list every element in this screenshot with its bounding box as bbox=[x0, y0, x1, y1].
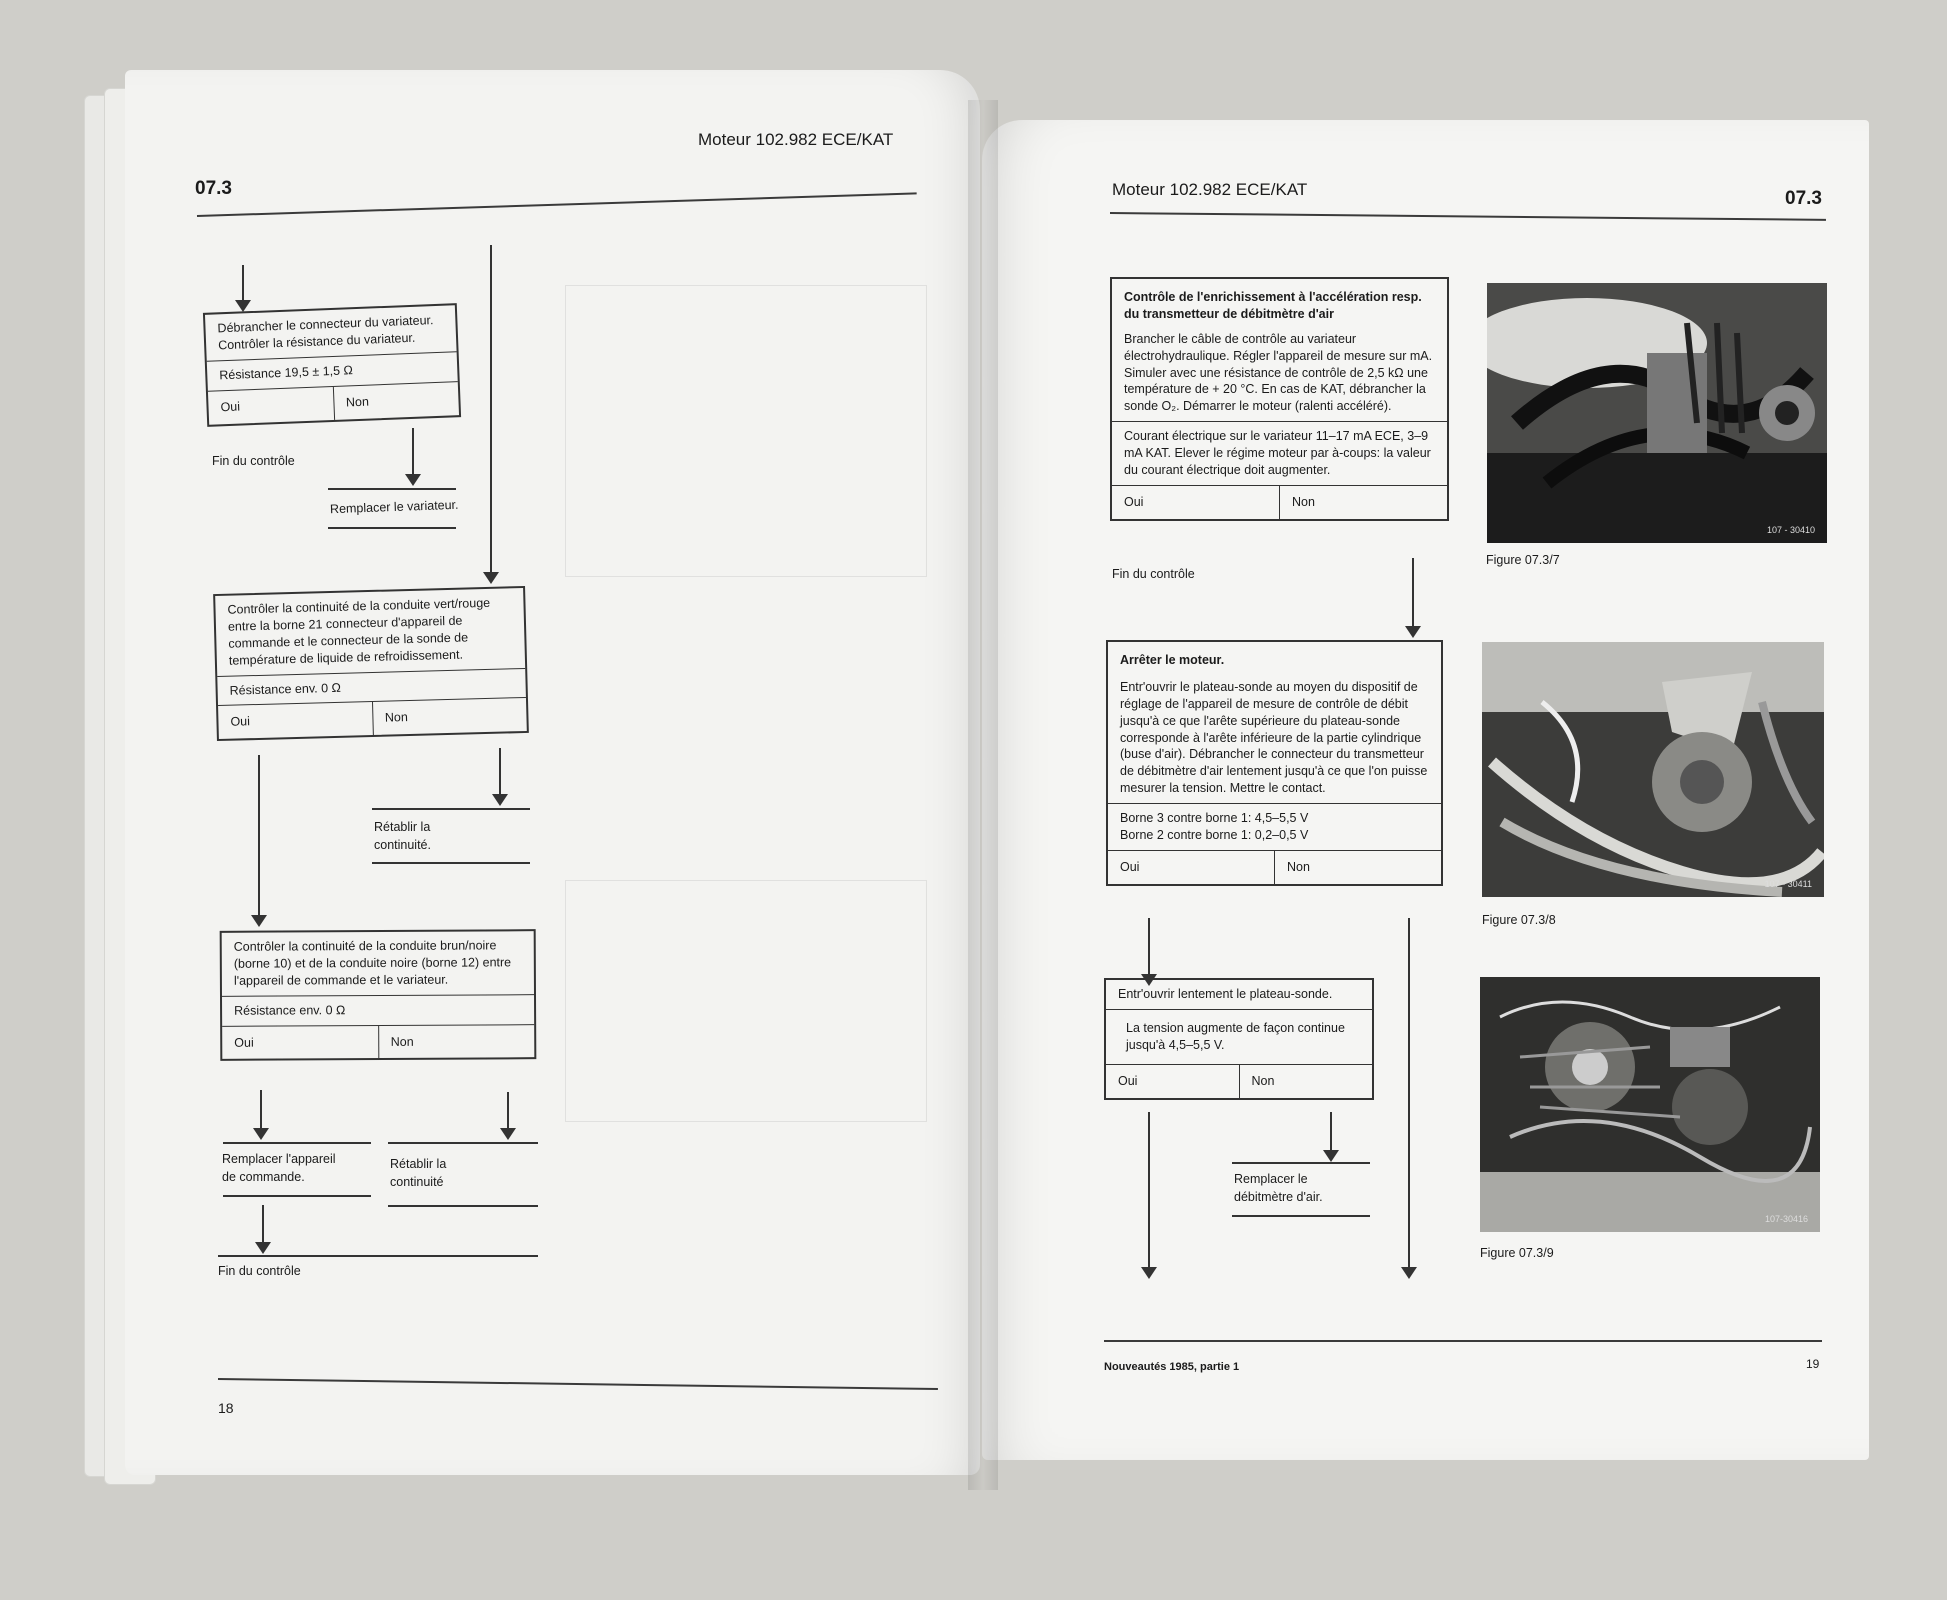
flow-arrow bbox=[1141, 1267, 1157, 1279]
figure-7-code: 107 - 30410 bbox=[1766, 525, 1815, 535]
figure-8-code: 107 - 30411 bbox=[1764, 879, 1812, 889]
flow-line bbox=[490, 245, 492, 575]
right-box2-instruction: Entr'ouvrir le plateau-sonde au moyen du dispositif de réglage de l'appareil de mesure de contrôle de débit jusqu'à ce que l'arête supérieure du plateau-sonde corresponde à l'arête inférieure de la partie cylindrique (buse d'air). Débrancher le connecteur du transmetteur de débitmètre d'air lentement jusqu'à ce que l'on puisse mesurer la tension. Mettre le contact. bbox=[1120, 679, 1428, 796]
flow-line bbox=[258, 755, 260, 915]
right-box2-no: Non bbox=[1274, 851, 1441, 884]
flow-box-2 bbox=[213, 586, 529, 741]
box3-no: Non bbox=[378, 1025, 535, 1059]
flow-arrow bbox=[255, 1242, 271, 1254]
flow-line bbox=[1148, 918, 1150, 976]
box2-no: Non bbox=[372, 698, 527, 735]
flow-rule bbox=[328, 527, 456, 529]
box1-yes: Oui bbox=[220, 399, 241, 414]
box2-yes: Oui bbox=[230, 714, 251, 730]
right-page-number: 19 bbox=[1806, 1357, 1820, 1371]
left-end-2: Fin du contrôle bbox=[218, 1264, 301, 1278]
right-page-header: Moteur 102.982 ECE/KAT bbox=[1112, 180, 1308, 199]
flow-rule bbox=[1232, 1215, 1370, 1217]
flow-rule bbox=[1232, 1162, 1370, 1164]
box1-condition: Résistance 19,5 ± 1,5 Ω bbox=[207, 352, 458, 391]
flow-line bbox=[260, 1090, 262, 1130]
right-box1-condition: Courant électrique sur le variateur 11–17 mA ECE, 3–9 mA KAT. Elever le régime moteur par à-coups: la valeur du courant électrique doit augmenter. bbox=[1112, 422, 1447, 486]
flow-arrow bbox=[500, 1128, 516, 1140]
flow-arrow bbox=[483, 572, 499, 584]
flow-rule bbox=[223, 1195, 371, 1197]
flow-rule bbox=[388, 1142, 538, 1144]
left-page-header: Moteur 102.982 ECE/KAT bbox=[698, 130, 894, 149]
right-action-1: Remplacer le débitmètre d'air. bbox=[1234, 1172, 1323, 1205]
left-action-1: Remplacer le variateur. bbox=[329, 497, 459, 517]
figure-photo-9 bbox=[1480, 977, 1820, 1232]
flow-arrow bbox=[1405, 626, 1421, 638]
flow-arrow bbox=[492, 794, 508, 806]
right-box1-instruction: Brancher le câble de contrôle au variateur électrohydraulique. Régler l'appareil de mesure sur mA. Simuler avec une résistance de contrôle de 2,5 kΩ une température de + 20 °C. En cas de KAT, débrancher la sonde O₂. Démarrer le moteur (ralenti accéléré). bbox=[1124, 331, 1433, 414]
figure-caption-9: Figure 07.3/9 bbox=[1480, 1246, 1554, 1260]
right-box3-condition: La tension augmente de façon continue jusqu'à 4,5–5,5 V. bbox=[1106, 1010, 1372, 1065]
left-end-1: Fin du contrôle bbox=[212, 454, 295, 468]
flow-rule bbox=[372, 862, 530, 864]
figure-caption-7: Figure 07.3/7 bbox=[1486, 553, 1560, 567]
flow-rule bbox=[388, 1205, 538, 1207]
box3-condition: Résistance env. 0 Ω bbox=[222, 995, 534, 1027]
right-box3-instruction: Entr'ouvrir lentement le plateau-sonde. bbox=[1106, 980, 1372, 1010]
flow-arrow bbox=[1323, 1150, 1339, 1162]
right-box1-yes: Oui bbox=[1124, 494, 1144, 509]
flow-box-1 bbox=[203, 303, 461, 426]
flow-line bbox=[242, 265, 244, 305]
left-action-2: Rétablir la continuité. bbox=[374, 820, 431, 853]
bleed-through bbox=[565, 880, 927, 1122]
box2-condition: Résistance env. 0 Ω bbox=[217, 668, 526, 706]
right-box2-yes: Oui bbox=[1120, 859, 1140, 874]
flow-box-3 bbox=[220, 929, 537, 1061]
right-footer-rule bbox=[1104, 1340, 1822, 1342]
flow-line bbox=[1408, 918, 1410, 1270]
right-flow-box-2 bbox=[1106, 640, 1443, 886]
right-end-1: Fin du contrôle bbox=[1112, 567, 1195, 581]
right-box3-no: Non bbox=[1239, 1065, 1373, 1098]
flow-line bbox=[1148, 1112, 1150, 1270]
flow-arrow bbox=[251, 915, 267, 927]
flow-arrow bbox=[405, 474, 421, 486]
flow-rule bbox=[218, 1255, 538, 1257]
box3-yes: Oui bbox=[234, 1035, 254, 1050]
right-box3-yes: Oui bbox=[1118, 1073, 1138, 1088]
figure-caption-8: Figure 07.3/8 bbox=[1482, 913, 1556, 927]
left-action-3a: Remplacer l'appareil de commande. bbox=[222, 1152, 336, 1185]
right-section-number: 07.3 bbox=[1785, 188, 1822, 209]
flow-line bbox=[507, 1092, 509, 1130]
flow-rule bbox=[372, 808, 530, 810]
left-page-number: 18 bbox=[218, 1400, 234, 1416]
flow-arrow bbox=[1401, 1267, 1417, 1279]
figure-photo-8 bbox=[1482, 642, 1824, 897]
right-flow-box-3 bbox=[1104, 978, 1374, 1100]
bleed-through bbox=[565, 285, 927, 577]
flow-rule bbox=[328, 488, 456, 490]
flow-rule bbox=[223, 1142, 371, 1144]
flow-line bbox=[499, 748, 501, 798]
right-box2-condition-1: Borne 3 contre borne 1: 4,5–5,5 V bbox=[1120, 811, 1309, 825]
flow-arrow bbox=[253, 1128, 269, 1140]
flow-line bbox=[262, 1205, 264, 1245]
left-action-3b: Rétablir la continuité bbox=[390, 1157, 447, 1190]
flow-line bbox=[1330, 1112, 1332, 1152]
left-section-number: 07.3 bbox=[195, 178, 232, 199]
right-flow-box-1 bbox=[1110, 277, 1449, 521]
book-spine bbox=[968, 100, 998, 1490]
right-box1-no: Non bbox=[1279, 486, 1447, 519]
right-box2-condition-2: Borne 2 contre borne 1: 0,2–0,5 V bbox=[1120, 827, 1309, 842]
box2-instruction: Contrôler la continuité de la conduite vert/rouge entre la borne 21 connecteur d'appareil de commande et le connecteur de la sonde de température de liquide de refroidissement. bbox=[215, 588, 525, 677]
box1-no: Non bbox=[332, 382, 459, 420]
figure-9-code: 107-30416 bbox=[1764, 1214, 1808, 1224]
right-footer-text: Nouveautés 1985, partie 1 bbox=[1104, 1361, 1240, 1373]
flow-line bbox=[1412, 558, 1414, 628]
box1-instruction: Débrancher le connecteur du variateur. Contrôler la résistance du variateur. bbox=[205, 305, 457, 361]
right-box2-title: Arrêter le moteur. bbox=[1120, 653, 1225, 667]
right-box1-title: Contrôle de l'enrichissement à l'accélération resp. du transmetteur de débitmètre d'air bbox=[1124, 290, 1422, 321]
flow-line bbox=[412, 428, 414, 478]
box3-instruction: Contrôler la continuité de la conduite brun/noire (borne 10) et de la conduite noire (borne 12) entre l'appareil de commande et le variateur. bbox=[222, 931, 534, 996]
figure-photo-7 bbox=[1487, 283, 1827, 543]
